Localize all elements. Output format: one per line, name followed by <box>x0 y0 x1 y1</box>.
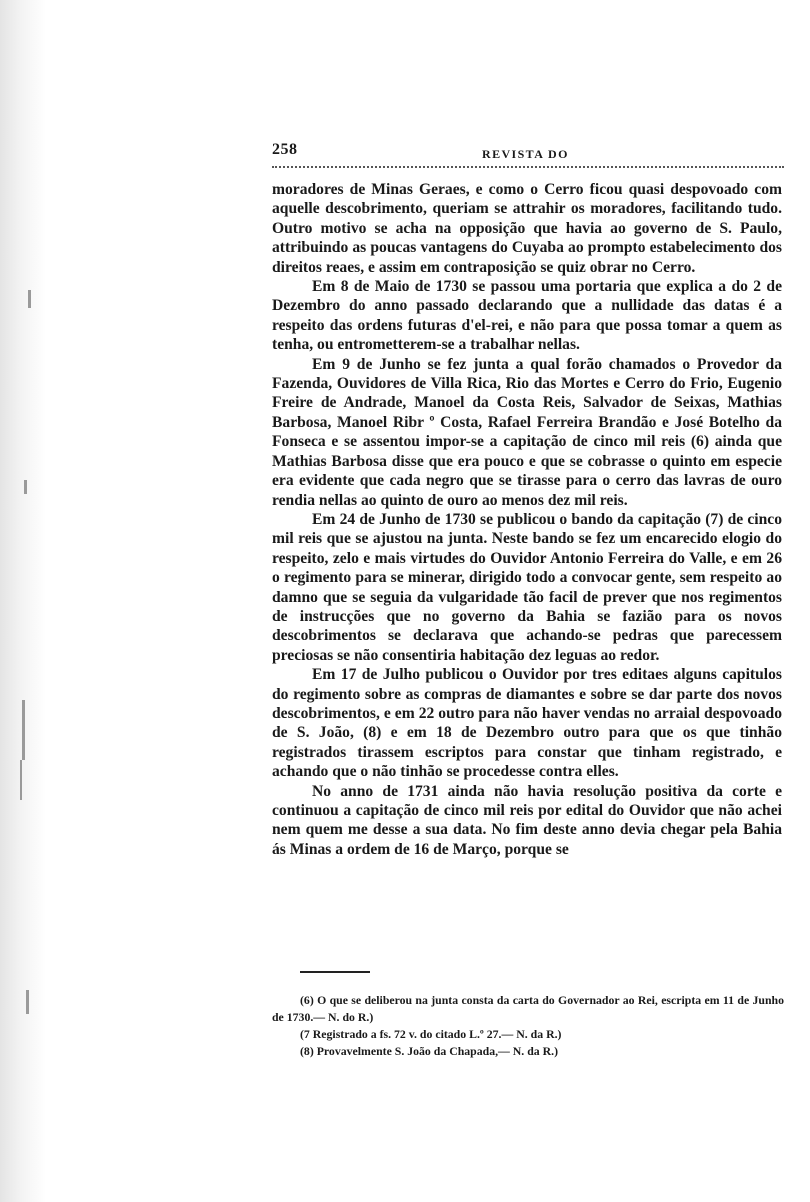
page-binding-edge <box>0 0 46 1202</box>
paragraph: No anno de 1731 ainda não havia resolução positiva da corte e continuou a capitação de cinco mil reis por edital do Ouvidor que não achei nem quem me desse a sua data. No fim deste anno devia chegar pela Bahia ás Minas a ordem de 16 de Março, porque se <box>272 782 782 858</box>
paragraph: Em 8 de Maio de 1730 se passou uma portaria que explica a do 2 de Dezembro do anno passado declarando que a nullidade das datas é a respeito das ordens futuras d'el-rei, e não para que possa tomar a quem as tenha, ou entrometterem-se a trabalhar nellas. <box>272 278 782 354</box>
footnote-rule <box>300 971 370 973</box>
binding-mark <box>22 700 25 760</box>
binding-mark <box>28 290 31 308</box>
paragraph: moradores de Minas Geraes, e como o Cerro ficou quasi despovoado com aquelle descobrimento, queriam se attrahir os moradores, facilitando tudo. Outro motivo se acha na opposição que havia ao governo de S. Paulo, attribuindo as poucas vantagens do Cuyaba ao prompto estabelecimento dos direitos reaes, e assim em contraposição se quiz obrar no Cerro. <box>272 181 782 276</box>
footnote: (7 Registrado a fs. 72 v. do citado L.º 27.— N. da R.) <box>300 1027 562 1041</box>
paragraph: Em 24 de Junho de 1730 se publicou o bando da capitação (7) de cinco mil reis que se ajustou na junta. Neste bando se fez um encarecido elogio do respeito, zelo e mais virtudes do Ouvidor Antonio Ferreira do Valle, e em 26 o regimento para se minerar, dirigido todo a convocar gente, sem respeito ao damno que se seguia da vulgaridade tão facil de prever que nos regimentos de instrucções que no governo da Bahia se fazião para os novos descobrimentos se declarava que achando-se pedras que parecessem preciosas se não consentiria habitação dez leguas ao redor. <box>272 510 782 664</box>
page-number: 258 <box>272 141 298 158</box>
page-header <box>272 141 782 165</box>
paragraph: Em 17 de Julho publicou o Ouvidor por tres editaes alguns capitulos do regimento sobre as compras de diamantes e sobre se dar parte dos novos descobrimentos, e em 22 outro para não haver vendas no arraial despovoado de S. João, (8) e em 18 de Dezembro outro para que os que tinhão registrados tirassem escriptos para constar que tinham registrado, e achando que o não tinhão se procedesse contra elles. <box>272 666 782 781</box>
paragraph: Em 9 de Junho se fez junta a qual forão chamados o Provedor da Fazenda, Ouvidores de Villa Rica, Rio das Mortes e Cerro do Frio, Eugenio Freire de Andrade, Manoel da Costa Reis, Salvador de Seixas, Mathias Barbosa, Manoel Ribr º Costa, Rafael Ferreira Brandão e José Botelho da Fonseca e se assentou impor-se a capitação de cinco mil reis (6) ainda que Mathias Barbosa disse que era pouco e que se cobrasse o quinto em especie era evidente que cada negro que se tirasse para o cerro das lavras de ouro rendia nellas ao quinto de ouro ao menos dez mil reis. <box>272 355 782 509</box>
binding-mark <box>24 480 27 494</box>
running-head: REVISTA DO <box>482 147 569 161</box>
footnotes <box>272 992 784 1060</box>
binding-mark <box>26 990 29 1014</box>
footnote: (8) Provavelmente S. João da Chapada,— N. da R.) <box>300 1044 559 1058</box>
header-rule <box>272 166 784 168</box>
body-text <box>272 180 782 859</box>
binding-mark <box>20 760 22 800</box>
footnote: (6) O que se deliberou na junta consta da carta do Governador ao Rei, escripta em 11 de Junho de 1730.— N. do R.) <box>272 993 784 1024</box>
